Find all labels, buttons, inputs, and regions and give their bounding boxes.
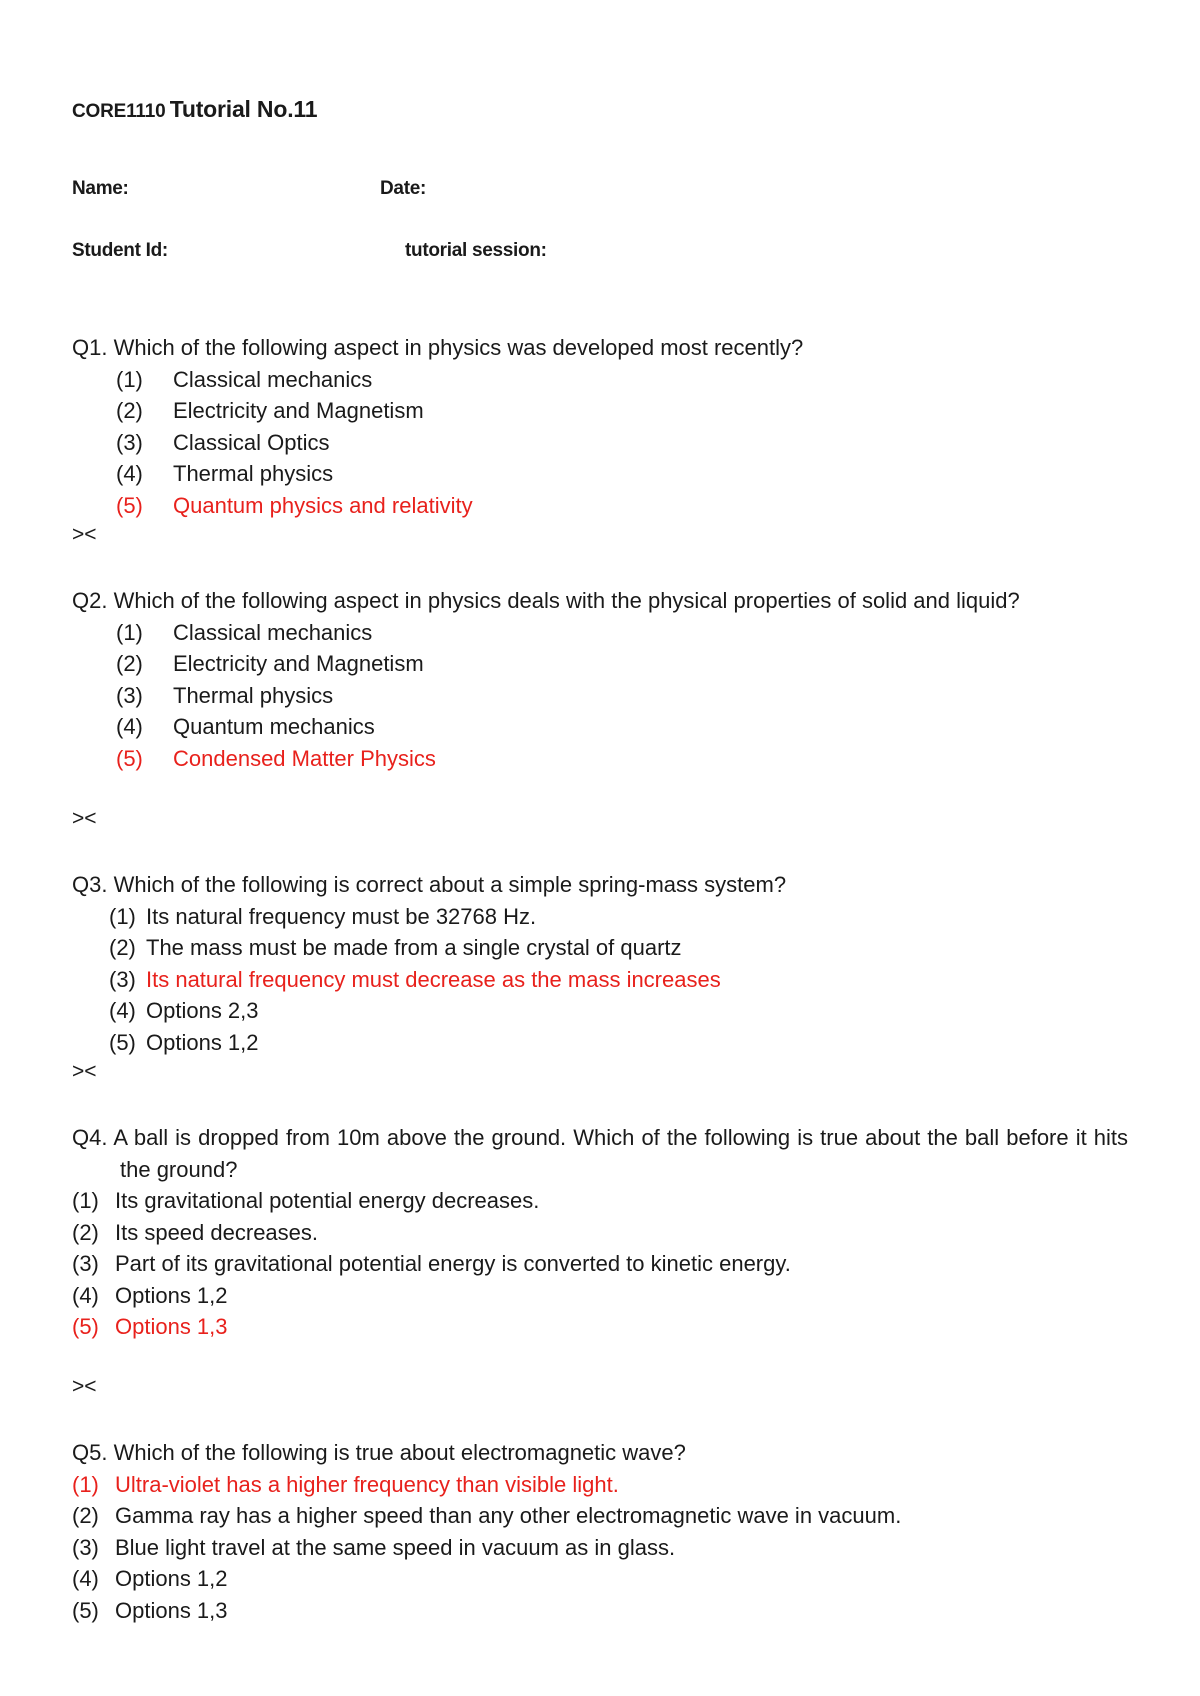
option-correct-answer [116, 490, 803, 522]
option [72, 1500, 901, 1532]
option-number: (3) [72, 1251, 99, 1276]
option [116, 458, 803, 490]
option-correct-answer [72, 1469, 901, 1501]
page-title [72, 96, 317, 123]
option-number: (1) [72, 1188, 99, 1213]
question-1 [72, 332, 803, 521]
option-text: Its speed decreases. [115, 1219, 319, 1245]
option [116, 711, 1020, 743]
option-number: (1) [116, 619, 143, 645]
option-number: (3) [109, 966, 136, 992]
option-text: Its gravitational potential energy decreases. [115, 1188, 540, 1213]
option [72, 1595, 901, 1627]
option-text: Its natural frequency must be 32768 Hz. [146, 903, 537, 929]
option-text: Options 1,2 [146, 1029, 259, 1055]
option-correct-answer [116, 743, 1020, 775]
option-text: Quantum physics and relativity [173, 492, 473, 518]
option [116, 427, 803, 459]
option-text: Options 1,2 [115, 1282, 228, 1308]
option-number: (5) [109, 1029, 136, 1055]
question-separator: >< [72, 523, 97, 546]
option [116, 395, 803, 427]
option-correct-answer [109, 964, 786, 996]
student-id-label: Student Id: [72, 240, 168, 261]
option-number: (2) [116, 651, 143, 676]
date-label: Date: [380, 178, 427, 199]
question-stem: Q5. Which of the following is true about electromagnetic wave? [72, 1440, 686, 1465]
option [109, 901, 786, 933]
question-separator: >< [72, 1375, 97, 1398]
option-number: (2) [116, 398, 143, 423]
question-4 [72, 1122, 1128, 1343]
option-text: Options 1,3 [115, 1597, 228, 1623]
option [72, 1532, 901, 1564]
question-stem: Q1. Which of the following aspect in physics was developed most recently? [72, 335, 804, 360]
option-text: Classical Optics [173, 429, 330, 455]
option-text: Blue light travel at the same speed in vacuum as in glass. [115, 1534, 676, 1560]
option [72, 1248, 1128, 1280]
question-separator: >< [72, 807, 97, 830]
option-number: (3) [116, 429, 143, 455]
question-3 [72, 869, 786, 1058]
option-number: (4) [116, 714, 143, 739]
tutorial-title: Tutorial No.11 [169, 96, 318, 122]
option-number: (5) [116, 745, 143, 771]
tutorial-session-label: tutorial session: [405, 240, 547, 261]
option [116, 617, 1020, 649]
option-number: (1) [109, 903, 136, 929]
option-number: (4) [109, 998, 136, 1023]
option-text: Electricity and Magnetism [173, 651, 424, 676]
question-2 [72, 585, 1020, 774]
option-text: Options 1,3 [115, 1314, 228, 1339]
option-text: Electricity and Magnetism [173, 398, 424, 423]
option-number: (4) [116, 461, 143, 486]
option-number: (5) [116, 492, 143, 518]
option-text: Quantum mechanics [173, 714, 375, 739]
option [109, 995, 786, 1027]
question-stem: Q2. Which of the following aspect in physics deals with the physical properties of solid and liquid? [72, 588, 1020, 613]
option-correct-answer [72, 1311, 1128, 1343]
option-number: (5) [72, 1597, 99, 1623]
option-number: (3) [116, 682, 143, 708]
option-number: (4) [72, 1566, 99, 1591]
option-text: Gamma ray has a higher speed than any other electromagnetic wave in vacuum. [115, 1503, 902, 1528]
option-text: Options 2,3 [146, 998, 259, 1023]
option-number: (4) [72, 1282, 99, 1308]
option-text: Ultra-violet has a higher frequency than visible light. [115, 1471, 619, 1497]
option-text: Condensed Matter Physics [173, 745, 436, 771]
option-text: Thermal physics [173, 461, 334, 486]
option [72, 1280, 1128, 1312]
option-number: (1) [72, 1471, 99, 1497]
option-text: Classical mechanics [173, 619, 373, 645]
course-code: CORE1110 [72, 101, 166, 122]
option-number: (1) [116, 366, 143, 392]
option-text: Part of its gravitational potential energy is converted to kinetic energy. [115, 1251, 791, 1276]
option [116, 648, 1020, 680]
option [72, 1217, 1128, 1249]
option-number: (3) [72, 1534, 99, 1560]
option-text: The mass must be made from a single crystal of quartz [146, 935, 682, 960]
option-number: (2) [72, 1503, 99, 1528]
option-text: Its natural frequency must decrease as the mass increases [146, 966, 721, 992]
option-text: Classical mechanics [173, 366, 373, 392]
option-number: (2) [109, 935, 136, 960]
option [109, 932, 786, 964]
option-text: Thermal physics [173, 682, 334, 708]
question-5 [72, 1437, 901, 1626]
option [72, 1185, 1128, 1217]
option-number: (5) [72, 1314, 99, 1339]
name-label: Name: [72, 178, 129, 199]
option [109, 1027, 786, 1059]
question-stem: Q4. A ball is dropped from 10m above the ground. Which of the following is true about the ball before it hits the ground? [72, 1125, 1128, 1182]
option [72, 1563, 901, 1595]
option-text: Options 1,2 [115, 1566, 228, 1591]
option-number: (2) [72, 1219, 99, 1245]
option [116, 364, 803, 396]
option [116, 680, 1020, 712]
question-separator: >< [72, 1060, 97, 1083]
question-stem: Q3. Which of the following is correct about a simple spring-mass system? [72, 872, 787, 897]
